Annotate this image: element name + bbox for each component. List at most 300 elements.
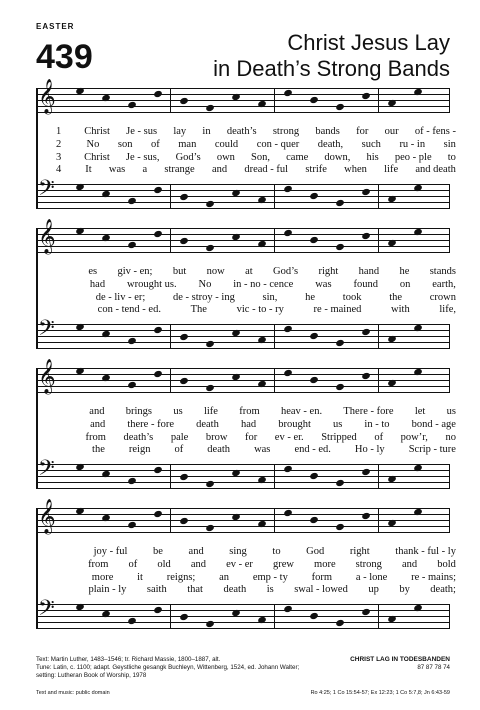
note-head [153, 230, 163, 238]
lyric-syllable: and [190, 558, 207, 570]
lyric-syllable: God’s [273, 266, 299, 277]
lyric-syllable: when [344, 164, 367, 176]
lyric-syllable: for [356, 126, 369, 137]
bass-staff [36, 596, 450, 628]
lyric-syllable: con - quer [256, 138, 300, 150]
verse-line [56, 572, 456, 585]
lyric-syllable: and [401, 558, 418, 570]
note-head [335, 479, 345, 487]
verse-line [56, 126, 456, 139]
note-head [205, 340, 215, 348]
note-head [283, 465, 293, 473]
lyrics-block [56, 406, 456, 457]
note-head [127, 521, 137, 529]
lyric-syllable: there - fore [127, 418, 174, 430]
barline [170, 508, 171, 532]
verse-line [56, 304, 456, 317]
bass-staff [36, 316, 450, 348]
lyric-syllable: of [128, 558, 138, 570]
lyric-syllable: strange [164, 164, 195, 176]
hymn-title-line-2: in Death’s Strong Bands [213, 56, 450, 81]
treble-clef-icon: 𝄞 [38, 220, 56, 253]
note-head [361, 608, 371, 616]
barline [378, 184, 379, 208]
lyric-syllable: bold [437, 558, 456, 570]
lyric-syllable: strong [355, 558, 382, 570]
lyric-syllable: sin [443, 138, 456, 150]
lyric-syllable: bands [315, 126, 340, 137]
note-head [309, 516, 319, 524]
lyric-syllable: ev - er [226, 558, 253, 570]
lyric-syllable: and death [415, 164, 456, 176]
lyric-syllable: ev - er. [274, 431, 304, 443]
barline [274, 464, 275, 488]
lyric-syllable: from [88, 558, 109, 570]
note-head [127, 337, 137, 345]
lyric-syllable: grew [272, 558, 294, 570]
lyric-syllable: sing [229, 546, 247, 557]
lyric-syllable: brow [205, 431, 228, 443]
lyric-syllable: down, [324, 151, 351, 163]
note-head [283, 369, 293, 377]
verse-number [56, 304, 68, 317]
treble-clef-icon: 𝄞 [38, 80, 56, 113]
lyric-syllable: son [117, 138, 133, 150]
note-head [205, 384, 215, 392]
scripture-references: Ro 4:25; 1 Co 15:54-57; Ex 12:23; 1 Co 5:7,8; Jn 6:43-59 [310, 690, 450, 696]
note-head [335, 103, 345, 111]
note-head [283, 605, 293, 613]
section-label: EASTER [36, 22, 75, 31]
lyric-syllable: of [374, 431, 384, 443]
note-head [361, 512, 371, 520]
lyric-syllable: found [353, 278, 378, 290]
bass-clef-icon: 𝄢 [38, 456, 55, 485]
verse-line [56, 559, 456, 572]
note-head [153, 370, 163, 378]
verse-number [56, 432, 68, 445]
lyric-syllable: to [447, 151, 456, 163]
lyric-syllable: it [137, 571, 143, 583]
verse-line [56, 139, 456, 152]
verse-number [56, 546, 68, 559]
tune-credit-1: Tune: Latin, c. 1100; adapt. Geystliche gesangk Buchleyn, Wittenberg, 1524, ed. Johann Walter; [36, 664, 300, 671]
lyric-syllable: the [389, 291, 403, 303]
verse-line [56, 266, 456, 279]
lyric-syllable: Je - sus [126, 126, 158, 137]
note-head [335, 199, 345, 207]
lyric-syllable: was [254, 444, 271, 456]
lyric-syllable: It [85, 164, 92, 176]
barline [274, 228, 275, 252]
lyric-syllable: God [306, 546, 325, 557]
lyric-syllable: he [399, 266, 410, 277]
barline [274, 324, 275, 348]
lyric-syllable: es [88, 266, 98, 277]
verse-number [56, 279, 68, 292]
lyric-syllable: of [174, 444, 184, 456]
note-head [361, 188, 371, 196]
tune-credit-2: setting: Lutheran Book of Worship, 1978 [36, 672, 147, 679]
lyric-syllable: There - fore [343, 406, 394, 417]
lyric-syllable: took [342, 291, 362, 303]
barline [170, 88, 171, 112]
note-head [283, 185, 293, 193]
note-head [205, 200, 215, 208]
lyric-syllable: up [368, 584, 379, 596]
barline [170, 228, 171, 252]
note-head [179, 473, 189, 481]
verse-line [56, 152, 456, 165]
lyric-syllable: death [207, 444, 231, 456]
lyric-syllable: death [223, 584, 247, 596]
verse-number [56, 444, 68, 457]
lyric-syllable: the [92, 444, 105, 456]
treble-staff [36, 360, 450, 393]
verse-number [56, 292, 68, 305]
lyric-syllable: let [414, 406, 426, 417]
lyric-syllable: and [90, 418, 106, 430]
verse-line [56, 164, 456, 177]
lyric-syllable: strife [305, 164, 327, 176]
lyric-syllable: bond - age [411, 418, 456, 430]
note-head [205, 620, 215, 628]
lyric-syllable: a - lone [355, 571, 388, 583]
verse-line [56, 292, 456, 305]
lyric-syllable: de - stroy - ing [173, 291, 235, 303]
lyric-syllable: to [272, 546, 281, 557]
lyric-syllable: from [85, 431, 106, 443]
lyric-syllable: sin, [262, 291, 278, 303]
barline [378, 508, 379, 532]
note-head [309, 472, 319, 480]
lyric-syllable: is [266, 584, 274, 596]
verse-number: 3 [56, 151, 62, 163]
barline [274, 88, 275, 112]
lyric-syllable: The [190, 304, 207, 316]
lyric-syllable: such [361, 138, 381, 150]
note-head [153, 90, 163, 98]
lyric-syllable: of [150, 138, 160, 150]
barline [170, 368, 171, 392]
note-head [309, 612, 319, 620]
treble-staff [36, 500, 450, 533]
verse-line [56, 444, 456, 457]
lyric-syllable: con - tend - ed. [97, 304, 161, 316]
lyric-syllable: No [86, 138, 100, 150]
note-head [335, 243, 345, 251]
verse-number [56, 266, 68, 279]
note-head [179, 333, 189, 341]
lyric-syllable: right [318, 266, 339, 277]
note-head [127, 617, 137, 625]
bass-clef-icon: 𝄢 [38, 316, 55, 345]
lyric-syllable: from [239, 406, 260, 417]
lyric-syllable: he [305, 291, 316, 303]
lyric-syllable: in - to [364, 418, 390, 430]
hymn-number: 439 [36, 38, 93, 76]
lyric-syllable: an [219, 571, 230, 583]
tune-name: CHRIST LAG IN TODESBANDEN [350, 656, 450, 663]
lyric-syllable: saith [146, 584, 167, 596]
system-bracket [36, 368, 38, 488]
lyric-syllable: more [314, 558, 336, 570]
note-head [335, 339, 345, 347]
lyric-syllable: re - mains; [411, 571, 456, 583]
lyric-syllable: end - ed. [294, 444, 331, 456]
verse-line [56, 279, 456, 292]
lyric-syllable: No [198, 278, 212, 290]
lyric-syllable: us [446, 406, 456, 417]
note-head [153, 186, 163, 194]
lyric-syllable: more [91, 571, 114, 583]
lyric-syllable: form [311, 571, 333, 583]
lyric-syllable: came [286, 151, 309, 163]
lyric-syllable: emp - ty [252, 571, 288, 583]
lyric-syllable: vic - to - ry [236, 304, 284, 316]
verse-line [56, 584, 456, 597]
lyric-syllable: of - fens - [414, 126, 456, 137]
end-barline [449, 508, 450, 532]
verse-number [56, 584, 68, 597]
barline [170, 324, 171, 348]
barline [378, 604, 379, 628]
lyric-syllable: his [366, 151, 379, 163]
lyric-syllable: Je - sus, [125, 151, 160, 163]
copyright: Text and music: public domain [36, 690, 110, 696]
bass-staff [36, 456, 450, 488]
end-barline [449, 324, 450, 348]
barline [170, 604, 171, 628]
note-head [309, 192, 319, 200]
lyric-syllable: man [178, 138, 197, 150]
note-head [153, 466, 163, 474]
verse-line [56, 546, 456, 559]
note-head [361, 92, 371, 100]
lyric-syllable: our [384, 126, 399, 137]
lyric-syllable: pale [170, 431, 189, 443]
note-head [361, 468, 371, 476]
lyric-syllable: earth, [432, 278, 456, 290]
note-head [205, 104, 215, 112]
verse-line [56, 406, 456, 419]
bass-clef-icon: 𝄢 [38, 596, 55, 625]
lyric-syllable: had [89, 278, 106, 290]
note-head [283, 89, 293, 97]
barline [170, 464, 171, 488]
lyric-syllable: re - mained [313, 304, 362, 316]
lyric-syllable: peo - ple [394, 151, 432, 163]
lyric-syllable: was [108, 164, 126, 176]
lyric-syllable: reign [128, 444, 151, 456]
lyric-syllable: for [245, 431, 258, 443]
note-head [309, 96, 319, 104]
lyric-syllable: by [399, 584, 410, 596]
lyrics-block [56, 546, 456, 597]
credits [36, 656, 306, 680]
barline [274, 184, 275, 208]
lyric-syllable: us [332, 418, 343, 430]
lyric-syllable: at [245, 266, 253, 277]
note-head [127, 101, 137, 109]
end-barline [449, 228, 450, 252]
note-head [153, 606, 163, 614]
lyric-syllable: life [384, 164, 399, 176]
lyric-syllable: ru - in [399, 138, 426, 150]
lyric-syllable: could [214, 138, 239, 150]
note-head [309, 236, 319, 244]
lyric-syllable: in - no - cence [233, 278, 294, 290]
lyric-syllable: life, [439, 304, 456, 316]
treble-staff [36, 220, 450, 253]
text-credit: Text: Martin Luther, 1483–1546; tr. Richard Massie, 1800–1887, alt. [36, 656, 221, 663]
barline [378, 368, 379, 392]
lyric-syllable: heav - en. [280, 406, 323, 417]
lyric-syllable: and [89, 406, 105, 417]
hymn-title [213, 30, 450, 82]
lyric-syllable: Christ [84, 126, 110, 137]
note-head [179, 193, 189, 201]
note-head [361, 328, 371, 336]
note-head [309, 332, 319, 340]
hymn-title-line-1: Christ Jesus Lay [287, 30, 450, 55]
verse-number: 2 [56, 138, 62, 150]
verse-number [56, 572, 68, 585]
note-head [205, 480, 215, 488]
note-head [179, 377, 189, 385]
lyric-syllable: and [188, 546, 204, 557]
note-head [153, 510, 163, 518]
lyric-syllable: stands [429, 266, 456, 277]
lyric-syllable: Ho - ly [354, 444, 385, 456]
note-head [361, 232, 371, 240]
note-head [205, 524, 215, 532]
note-head [283, 509, 293, 517]
lyric-syllable: pow’r, [400, 431, 428, 443]
lyric-syllable: us [173, 406, 183, 417]
lyric-syllable: giv - en; [117, 266, 153, 277]
system-bracket [36, 508, 38, 628]
lyric-syllable: Son, [251, 151, 270, 163]
lyric-syllable: and [211, 164, 228, 176]
lyric-syllable: lay [173, 126, 187, 137]
verse-line [56, 432, 456, 445]
lyric-syllable: death; [430, 584, 456, 596]
note-head [179, 517, 189, 525]
lyric-syllable: now [206, 266, 225, 277]
lyric-syllable: brings [125, 406, 153, 417]
note-head [283, 325, 293, 333]
barline [274, 508, 275, 532]
treble-staff [36, 80, 450, 113]
lyric-syllable: right [349, 546, 370, 557]
lyric-syllable: death [196, 418, 219, 430]
lyric-syllable: thank - ful - ly [395, 546, 456, 557]
lyric-syllable: in [202, 126, 211, 137]
barline [170, 184, 171, 208]
lyric-syllable: had [240, 418, 257, 430]
end-barline [449, 184, 450, 208]
barline [378, 464, 379, 488]
verse-number: 4 [56, 164, 62, 176]
lyric-syllable: on [399, 278, 411, 290]
lyric-syllable: but [172, 266, 187, 277]
note-head [127, 197, 137, 205]
verse-number [56, 419, 68, 432]
barline [274, 604, 275, 628]
end-barline [449, 604, 450, 628]
lyric-syllable: hand [358, 266, 380, 277]
note-head [361, 372, 371, 380]
lyric-syllable: joy - ful [93, 546, 128, 557]
barline [378, 88, 379, 112]
verse-line [56, 419, 456, 432]
note-head [179, 97, 189, 105]
lyric-syllable: reigns; [166, 571, 196, 583]
lyric-syllable: death’s [123, 431, 154, 443]
note-head [127, 241, 137, 249]
note-head [335, 383, 345, 391]
end-barline [449, 464, 450, 488]
lyric-syllable: was [315, 278, 332, 290]
verse-number: 1 [56, 126, 62, 137]
lyric-syllable: God’s [175, 151, 201, 163]
end-barline [449, 88, 450, 112]
lyric-syllable: that [187, 584, 203, 596]
lyric-syllable: wrought us. [126, 278, 177, 290]
lyric-syllable: a [142, 164, 148, 176]
lyric-syllable: death’s [226, 126, 257, 137]
lyric-syllable: with [391, 304, 410, 316]
lyrics-block [56, 266, 456, 317]
bass-clef-icon: 𝄢 [38, 176, 55, 205]
barline [378, 228, 379, 252]
meter: 87 87 78 74 [417, 664, 450, 671]
system-bracket [36, 88, 38, 208]
note-head [283, 229, 293, 237]
note-head [335, 523, 345, 531]
barline [378, 324, 379, 348]
lyric-syllable: life [203, 406, 218, 417]
lyric-syllable: be [153, 546, 163, 557]
lyric-syllable: old [157, 558, 171, 570]
bass-staff [36, 176, 450, 208]
note-head [153, 326, 163, 334]
note-head [127, 381, 137, 389]
verse-number [56, 559, 68, 572]
lyric-syllable: dread - ful [244, 164, 289, 176]
lyric-syllable: no [445, 431, 456, 443]
barline [274, 368, 275, 392]
note-head [335, 619, 345, 627]
lyric-syllable: Scrip - ture [408, 444, 456, 456]
note-head [127, 477, 137, 485]
lyric-syllable: Christ [84, 151, 110, 163]
system-bracket [36, 228, 38, 348]
lyric-syllable: strong [272, 126, 300, 137]
lyric-syllable: death, [317, 138, 344, 150]
lyric-syllable: plain - ly [88, 584, 127, 596]
end-barline [449, 368, 450, 392]
lyrics-block [56, 126, 456, 177]
treble-clef-icon: 𝄞 [38, 500, 56, 533]
note-head [179, 613, 189, 621]
lyric-syllable: Stripped [321, 431, 357, 443]
verse-number [56, 406, 68, 419]
lyric-syllable: brought [278, 418, 311, 430]
lyric-syllable: own [216, 151, 235, 163]
treble-clef-icon: 𝄞 [38, 360, 56, 393]
